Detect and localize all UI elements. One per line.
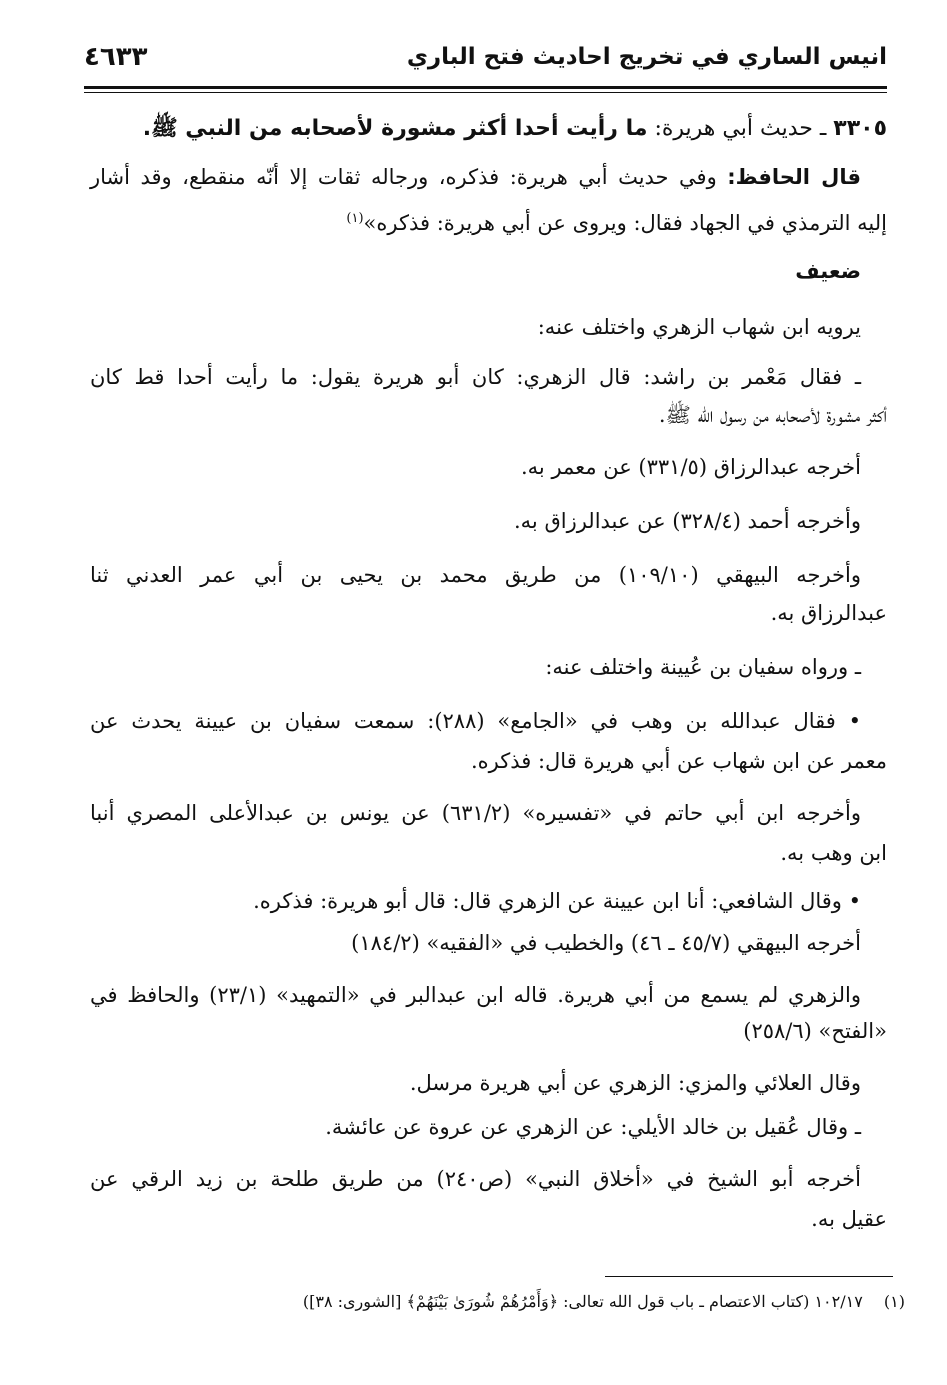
body-line-20: عقيل به. (811, 1207, 887, 1231)
body-line-9: • فقال عبدالله بن وهب في «الجامع» (٢٨٨): سمعت سفيان بن عيينة يحدث عن (90, 709, 861, 733)
hafiz-label: قال الحافظ: (727, 165, 861, 189)
body-line-17: وقال العلائي والمزي: الزهري عن أبي هريرة مرسل. (409, 1071, 861, 1095)
body-line-12: ابن وهب به. (780, 841, 887, 865)
body-line-10: معمر عن ابن شهاب عن أبي هريرة قال: فذكره. (470, 749, 887, 773)
page-header (84, 42, 887, 86)
body-line-2: ـ فقال مَعْمر بن راشد: قال الزهري: كان أبو هريرة يقول: ما رأيت أحدا قط كان (90, 365, 861, 389)
grade-label: ضعيف (795, 259, 861, 283)
body-line-1: يرويه ابن شهاب الزهري واختلف عنه: (537, 315, 861, 339)
footnote (303, 1290, 905, 1314)
body-line-8: ـ ورواه سفيان بن عُيينة واختلف عنه: (545, 655, 861, 679)
running-title: انيس الساري في تخريج احاديث فتح الباري (406, 44, 887, 70)
body-line-16: «الفتح» (٢٥٨/٦) (743, 1019, 887, 1043)
footnote-rule (605, 1276, 893, 1277)
hafiz-line-1 (90, 162, 861, 192)
body-line-5: وأخرجه أحمد (٣٢٨/٤) عن عبدالرزاق به. (513, 509, 861, 533)
body-line-7: عبدالرزاق به. (770, 601, 887, 625)
body-line-15: والزهري لم يسمع من أبي هريرة. قاله ابن عبدالبر في «التمهيد» (٢٣/١) والحافظ في (90, 983, 862, 1007)
body-line-14: أخرجه البيهقي (٤٥/٧ ـ ٤٦) والخطيب في «الفقيه» (١٨٤/٢) (351, 931, 861, 955)
footnote-ref: (١) (346, 211, 364, 226)
body-line-18: ـ وقال عُقيل بن خالد الأيلي: عن الزهري عن عروة عن عائشة. (325, 1115, 861, 1139)
body-line-6: وأخرجه البيهقي (١٠٩/١٠) من طريق محمد بن يحيى بن أبي عمر العدني ثنا (90, 563, 861, 587)
hafiz-line-2 (346, 208, 887, 238)
header-rule-thin (84, 92, 887, 93)
body-line-11: وأخرجه ابن أبي حاتم في «تفسيره» (٦٣١/٢) عن يونس بن عبدالأعلى المصري أنبا (90, 801, 861, 825)
body-line-13: • وقال الشافعي: أنا ابن عيينة عن الزهري قال: قال أبو هريرة: فذكره. (253, 889, 861, 913)
hadith-intro: ـ حديث أبي هريرة: (654, 116, 827, 141)
hadith-text: ما رأيت أحدا أكثر مشورة لأصحابه من النبي ﷺ. (142, 116, 648, 141)
hadith-heading (143, 114, 887, 144)
body-line-3: أكثر مشورة لأصحابه من رسول الله ﷺ. (658, 403, 887, 427)
footnote-text: ١٠٢/١٧ (كتاب الاعتصام ـ باب قول الله تعالى: ﴿وَأَمْرُهُمْ شُورَىٰ بَيْنَهُمْ﴾ [الشورى: ٣٨]) (302, 1292, 863, 1311)
body-line-4: أخرجه عبدالرزاق (٣٣١/٥) عن معمر به. (521, 455, 861, 479)
hafiz-text-1: وفي حديث أبي هريرة: فذكره، ورجاله ثقات إلا أنّه منقطع، وقد أشار (90, 165, 717, 189)
hafiz-text-2: إليه الترمذي في الجهاد فقال: ويروى عن أبي هريرة: فذكره» (363, 211, 887, 235)
hadith-number: ٣٣٠٥ (833, 116, 887, 141)
page-number: ٤٦٣٣ (84, 42, 148, 72)
footnote-number: (١) (883, 1292, 905, 1311)
body-line-19: أخرجه أبو الشيخ في «أخلاق النبي» (ص٢٤٠) من طريق طلحة بن زيد الرقي عن (90, 1167, 862, 1191)
header-rule-thick (84, 86, 887, 89)
